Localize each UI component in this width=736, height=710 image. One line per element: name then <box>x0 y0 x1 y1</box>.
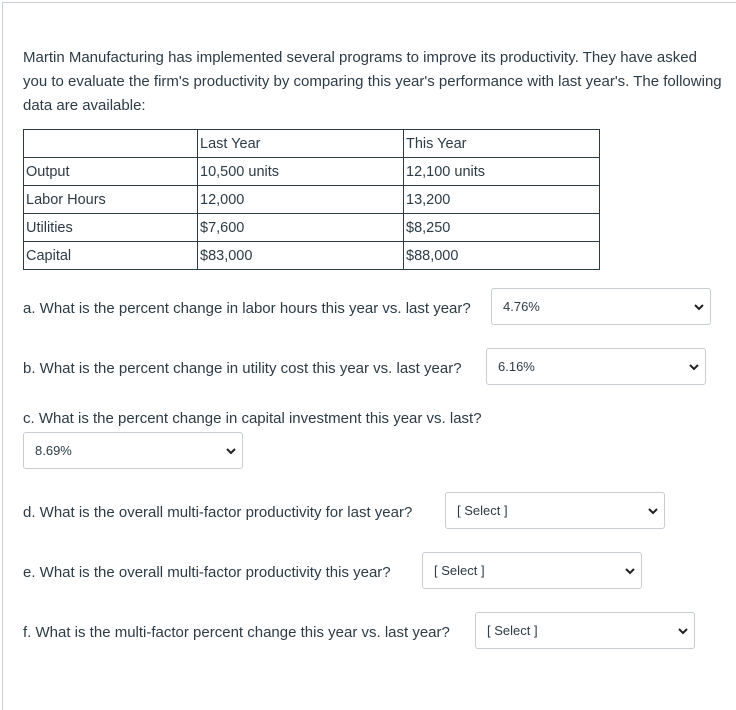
question-d-text: d. What is the overall multi-factor productivity for last year? <box>23 504 413 521</box>
chevron-down-icon <box>677 625 689 637</box>
question-f-selected-value: [ Select ] <box>487 623 538 638</box>
question-b-selected-value: 6.16% <box>498 359 535 374</box>
question-f-text: f. What is the multi-factor percent change this year vs. last year? <box>23 624 450 641</box>
table-header-cell: This Year <box>404 130 600 158</box>
chevron-down-icon <box>225 445 237 457</box>
question-f-select[interactable] <box>475 612 695 649</box>
table-row <box>24 158 600 186</box>
table-cell: $8,250 <box>404 214 600 242</box>
table-row <box>24 186 600 214</box>
chevron-down-icon <box>688 361 700 373</box>
table-cell: 12,100 units <box>404 158 600 186</box>
chevron-down-icon <box>647 505 659 517</box>
question-c-text: c. What is the percent change in capital investment this year vs. last? <box>23 410 482 427</box>
table-cell: Labor Hours <box>24 186 198 214</box>
question-c-select[interactable] <box>23 432 243 469</box>
question-e-text: e. What is the overall multi-factor productivity this year? <box>23 564 391 581</box>
table-cell: $83,000 <box>198 242 404 270</box>
table-cell: Capital <box>24 242 198 270</box>
question-c-selected-value: 8.69% <box>35 443 72 458</box>
question-b-select[interactable] <box>486 348 706 385</box>
question-d-select[interactable] <box>445 492 665 529</box>
question-a-select[interactable] <box>491 288 711 325</box>
data-table <box>23 129 600 270</box>
table-cell: Utilities <box>24 214 198 242</box>
table-row <box>24 242 600 270</box>
question-e-select[interactable] <box>422 552 642 589</box>
table-header-row <box>24 130 600 158</box>
table-cell: 13,200 <box>404 186 600 214</box>
question-b-text: b. What is the percent change in utility cost this year vs. last year? <box>23 360 462 377</box>
table-cell: 10,500 units <box>198 158 404 186</box>
intro-paragraph: Martin Manufacturing has implemented several programs to improve its productivity. They have asked you to evaluate the firm's productivity by comparing this year's performance with last year's. The following data are available: <box>23 49 722 114</box>
chevron-down-icon <box>693 301 705 313</box>
table-cell: 12,000 <box>198 186 404 214</box>
question-a-selected-value: 4.76% <box>503 299 540 314</box>
chevron-down-icon <box>624 565 636 577</box>
table-cell: $7,600 <box>198 214 404 242</box>
question-d-selected-value: [ Select ] <box>457 503 508 518</box>
table-header-cell <box>24 130 198 158</box>
table-cell: Output <box>24 158 198 186</box>
table-row <box>24 214 600 242</box>
question-e-selected-value: [ Select ] <box>434 563 485 578</box>
table-cell: $88,000 <box>404 242 600 270</box>
table-header-cell: Last Year <box>198 130 404 158</box>
question-a-text: a. What is the percent change in labor hours this year vs. last year? <box>23 300 471 317</box>
